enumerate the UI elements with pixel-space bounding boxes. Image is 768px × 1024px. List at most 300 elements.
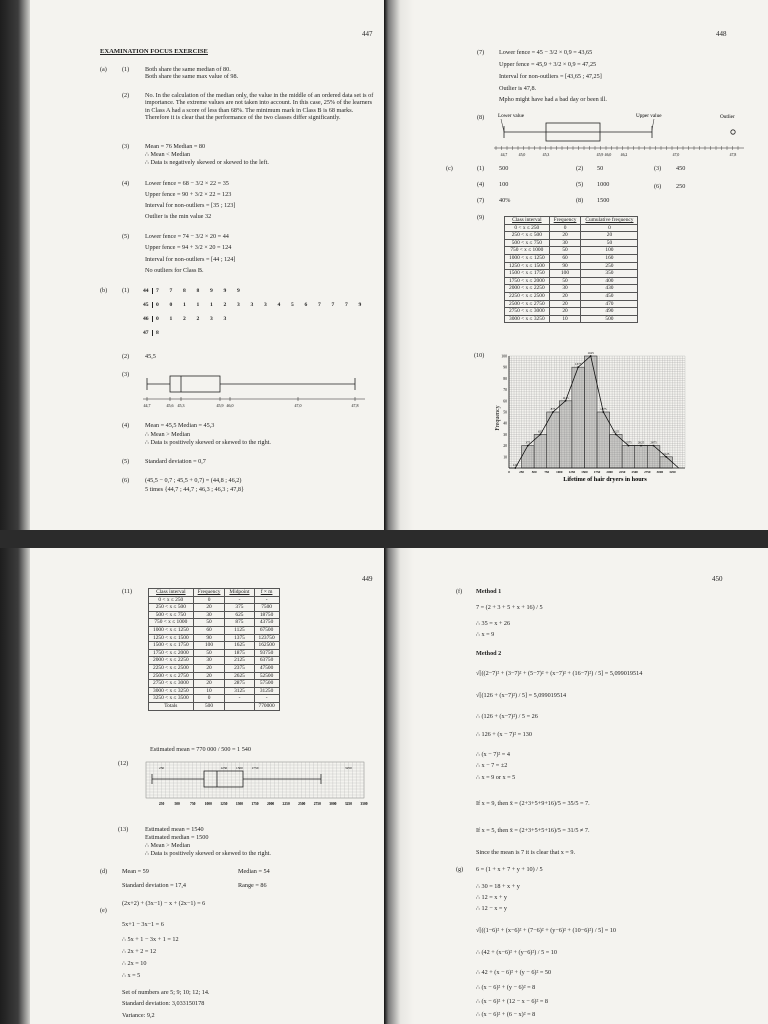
x-tick-label: 750 — [544, 470, 550, 474]
box-point-label: 3250 — [345, 766, 352, 770]
x-tick-label: 3500 — [360, 802, 368, 806]
table-cell: 470 — [581, 300, 638, 308]
answer-line: ∴ Data is positively skewed or skewed to the right. — [145, 850, 271, 857]
table-cell: 30 — [193, 611, 225, 619]
tick-label: 44,7 — [143, 403, 151, 408]
item-label: (13) — [118, 826, 129, 833]
table-cell: 50 — [549, 277, 581, 285]
table-cell: 2875 — [225, 680, 254, 688]
table-cell: 3000 < x ≤ 3250 — [505, 315, 550, 323]
polygon-point — [527, 445, 529, 447]
table-cell: 450 — [581, 292, 638, 300]
table-cell: 0 — [549, 224, 581, 232]
table-cell: 20 — [193, 680, 225, 688]
leaf-value: 1 — [183, 302, 186, 308]
box-and-whisker-plot — [143, 368, 373, 408]
item-label: (3) — [122, 371, 130, 378]
leaf-value: 7 — [156, 288, 159, 294]
item-label: (3) — [654, 165, 662, 172]
item-label: (4) — [477, 181, 485, 188]
table-cell: 2125 — [225, 657, 254, 665]
table-row — [505, 285, 638, 293]
stem-value: 45 — [143, 302, 153, 308]
table-row — [505, 224, 638, 232]
answer-line: Outlier is the min value 32 — [145, 213, 212, 220]
y-tick-label: 60 — [503, 399, 507, 404]
answer-line: 5 times {44,7 ; 44,7 ; 46,3 ; 46,3 ; 47,8} — [145, 486, 244, 493]
histogram-bar — [647, 446, 660, 468]
table-cell: 93750 — [254, 649, 279, 657]
answer-line: Mean = 76 Median = 80 — [145, 143, 206, 150]
item-label: (3) — [122, 143, 130, 150]
polygon-point — [552, 411, 554, 413]
leaf-value: 6 — [304, 302, 308, 308]
table-cell: 47500 — [254, 664, 279, 672]
x-tick-label: 3000 — [656, 470, 664, 474]
table-row — [505, 315, 638, 323]
table-row — [149, 695, 280, 703]
point-label: 1625 — [587, 351, 594, 355]
leaf-value: 1 — [169, 316, 173, 322]
leaf-value: 4 — [277, 302, 281, 308]
answer-line: Median = 54 — [238, 868, 270, 875]
working-line: ∴ (42 + (x−6)² + (y−6)²) / 5 = 10 — [476, 949, 557, 956]
answer-value: 1500 — [597, 197, 610, 204]
table-cell: 162500 — [254, 642, 279, 650]
table-cell: 250 — [581, 262, 638, 270]
table-cell: 2250 < x ≤ 2500 — [149, 664, 194, 672]
polygon-point — [565, 400, 567, 402]
y-tick-label: 40 — [503, 421, 507, 426]
table-row — [149, 626, 280, 634]
table-row — [505, 247, 638, 255]
x-tick-label: 2500 — [631, 470, 638, 474]
table-cell: 67500 — [254, 626, 279, 634]
answer-line: ∴ Mean > Median — [145, 842, 191, 849]
item-label: (8) — [477, 114, 485, 121]
x-tick-label: 1000 — [204, 802, 212, 806]
leaf-value: 3 — [250, 302, 254, 308]
box-point-label: 1750 — [251, 766, 259, 770]
table-row — [149, 611, 280, 619]
leaf-value: 3 — [210, 316, 213, 322]
stem-and-leaf-plot — [143, 288, 373, 346]
table-cell: 43750 — [254, 619, 279, 627]
table-row — [149, 619, 280, 627]
point-label: 2375 — [625, 440, 632, 445]
item-label: (2) — [122, 353, 130, 360]
histogram-bar — [572, 367, 585, 468]
table-row — [505, 277, 638, 285]
table-cell: 2500 < x ≤ 2750 — [505, 300, 550, 308]
leaf-value: 7 — [331, 302, 335, 308]
table-cell: 1250 < x ≤ 1500 — [505, 262, 550, 270]
box-point-label: 1250 — [220, 766, 228, 770]
table-cell: 20 — [581, 232, 638, 240]
leaf-value: 7 — [318, 302, 321, 308]
point-label: 125 — [512, 463, 518, 467]
answer-line: (45,5 − 0,7 ; 45,5 + 0,7) = (44,8 ; 46,2) — [145, 477, 242, 484]
working-line: √[(126 + (x−7)²) / 5] = 5,099019514 — [476, 692, 567, 699]
page-binding-shadow — [384, 0, 414, 530]
item-label: (2) — [576, 165, 584, 172]
table-row — [149, 634, 280, 642]
answer-value: 40% — [499, 197, 511, 204]
polygon-point — [640, 445, 642, 447]
y-tick-label: 50 — [503, 410, 507, 415]
page-number: 449 — [362, 575, 373, 583]
working-line: ∴ 12 = x + y — [476, 894, 508, 901]
table-row — [505, 292, 638, 300]
table-row — [149, 649, 280, 657]
point-label: 1375 — [574, 362, 582, 367]
table-cell: 1000 < x ≤ 1250 — [149, 626, 194, 634]
y-axis-label: Frequency — [495, 405, 501, 431]
y-tick-label: 70 — [503, 388, 507, 393]
answer-value: 50 — [597, 165, 604, 172]
box-and-whisker-plot-with-outlier — [494, 110, 754, 160]
x-tick-label: 1250 — [220, 802, 228, 806]
table-cell: 1500 < x ≤ 1750 — [149, 642, 194, 650]
histogram-bar — [584, 356, 597, 468]
answer-line: Interval for non-outliers = [43,65 ; 47,25] — [499, 73, 602, 80]
tick-label: 47,0 — [672, 153, 680, 157]
leaf-value: 7 — [169, 288, 173, 294]
item-label: (7) — [477, 49, 485, 56]
leaf-value: 5 — [291, 302, 294, 308]
item-label: (f) — [456, 588, 463, 595]
table-cell: 2375 — [225, 664, 254, 672]
answer-line: ∴ Data is negatively skewed or skewed to the left. — [145, 159, 269, 166]
table-row — [505, 270, 638, 278]
tick-label: 45,0 — [518, 153, 526, 157]
table-cell: 250 < x ≤ 500 — [505, 232, 550, 240]
answer-line: Mean = 45,5 Median = 45,3 — [145, 422, 215, 429]
table-cell: 500 < x ≤ 750 — [505, 239, 550, 247]
x-tick-label: 250 — [519, 470, 524, 474]
table-cell: 2750 < x ≤ 3000 — [149, 680, 194, 688]
table-cell: 50 — [193, 649, 225, 657]
item-label: (1) — [477, 165, 485, 172]
stem-value: 46 — [143, 316, 153, 322]
table-cell: 770000 — [254, 702, 279, 710]
leaf-value: 2 — [196, 316, 200, 322]
working-line: (2x+2) + (3x−1) − x + (2x−1) = 6 — [122, 900, 206, 907]
point-label: 1125 — [562, 395, 569, 400]
working-line: ∴ 2x = 10 — [122, 960, 147, 967]
point-label: 2125 — [612, 429, 620, 434]
answer-line: Estimated mean = 1540 — [145, 826, 204, 833]
table-cell: 20 — [549, 308, 581, 316]
column-header: Frequency — [549, 217, 581, 225]
table-cell: 2625 — [225, 672, 254, 680]
item-label: (1) — [122, 66, 130, 73]
x-tick-label: 250 — [158, 802, 165, 806]
table-cell: 400 — [581, 277, 638, 285]
outlier-marker — [731, 130, 735, 134]
answer-line: Range = 86 — [238, 882, 267, 889]
column-header: Class interval — [505, 217, 550, 225]
table-cell: 0 — [581, 224, 638, 232]
working-line: ∴ x = 9 or x = 5 — [476, 774, 516, 781]
answer-line: Upper fence = 94 + 3/2 × 20 = 124 — [145, 244, 232, 251]
leaf-value: 9 — [223, 288, 227, 294]
working-line: ∴ (x − 6)² + (6 − x)² = 8 — [476, 1011, 536, 1018]
table-cell: 123750 — [254, 634, 279, 642]
table-cell: 0 < x ≤ 250 — [149, 596, 194, 604]
tick-label: 45,9 — [216, 403, 224, 408]
answer-line: ∴ Mean > Median — [145, 431, 191, 438]
table-row — [505, 232, 638, 240]
answer-line: Standard deviation = 17,4 — [122, 882, 186, 889]
y-tick-label: 100 — [501, 354, 507, 359]
leaf-value: 9 — [358, 302, 362, 308]
table-cell: 500 — [193, 702, 225, 710]
answer-value: 1000 — [597, 181, 610, 188]
box-point-label: 1500 — [236, 766, 243, 770]
leaf-value: 0 — [156, 316, 159, 322]
x-tick-label: 0 — [508, 470, 510, 474]
item-label: (9) — [477, 214, 485, 221]
cumulative-frequency-table — [504, 216, 638, 323]
answer-line: Mean = 59 — [122, 868, 149, 875]
table-cell: 10 — [193, 687, 225, 695]
leaf-value: 2 — [223, 302, 227, 308]
leaf-value: 3 — [237, 302, 240, 308]
answer-line: Interval for non-outliers = [44 ; 124] — [145, 256, 236, 263]
table-cell: 1625 — [225, 642, 254, 650]
leaf-value: 3 — [223, 316, 227, 322]
point-label: 375 — [525, 440, 531, 445]
table-cell — [225, 702, 254, 710]
tick-label: 46,0 — [226, 403, 234, 408]
x-tick-label: 2750 — [644, 470, 651, 474]
working-line: 5x+1 − 3x−1 = 6 — [122, 921, 164, 928]
tick-label: 47,8 — [729, 153, 737, 157]
table-cell: 1750 < x ≤ 2000 — [149, 649, 194, 657]
table-row — [149, 687, 280, 695]
table-cell: 20 — [193, 604, 225, 612]
item-label: (8) — [576, 197, 584, 204]
x-tick-label: 3000 — [329, 802, 337, 806]
table-cell: 625 — [225, 611, 254, 619]
item-label: (5) — [122, 233, 130, 240]
item-label: (a) — [100, 66, 107, 73]
x-tick-label: 1250 — [568, 470, 576, 474]
table-row — [505, 262, 638, 270]
table-cell: - — [225, 596, 254, 604]
polygon-point — [577, 366, 579, 368]
leaf-value: 2 — [183, 316, 186, 322]
item-label: (2) — [122, 92, 130, 99]
tick-label: 45,3 — [177, 403, 185, 408]
x-tick-label: 2500 — [298, 802, 306, 806]
table-cell: 60 — [549, 254, 581, 262]
answer-line: Lower fence = 74 − 3/2 × 20 = 44 — [145, 233, 229, 240]
working-line: ∴ x = 9 — [476, 631, 495, 638]
answer-line: Upper fence = 90 + 3/2 × 22 = 123 — [145, 191, 232, 198]
table-cell: 31250 — [254, 687, 279, 695]
leaf-value: 1 — [210, 302, 213, 308]
item-label: (6) — [122, 477, 130, 484]
working-line: ∴ (x − 7)² = 4 — [476, 751, 510, 758]
working-line: √[((1−6)² + (x−6)² + (7−6)² + (y−6)² + (10−6)²) / 5] = 10 — [476, 927, 617, 934]
working-line: If x = 9, then x̄ = (2+3+5+9+16)/5 = 35/5 = 7. — [476, 800, 590, 807]
table-cell: - — [254, 596, 279, 604]
table-cell: 2250 < x ≤ 2500 — [505, 292, 550, 300]
table-cell: - — [225, 695, 254, 703]
y-tick-label: 20 — [503, 444, 507, 449]
leaf-value: 8 — [156, 330, 159, 336]
page-binding-shadow — [0, 0, 30, 530]
answer-line: 45,5 — [145, 353, 156, 360]
table-cell: 30 — [549, 239, 581, 247]
table-cell: 160 — [581, 254, 638, 262]
polygon-point — [540, 434, 542, 436]
working-line: ∴ 2x + 2 = 12 — [122, 948, 157, 955]
table-cell: 2000 < x ≤ 2250 — [149, 657, 194, 665]
item-label: (11) — [122, 588, 133, 595]
polygon-point — [615, 434, 617, 436]
table-cell: 1375 — [225, 634, 254, 642]
tick-label: 47,0 — [294, 403, 302, 408]
page-450 — [384, 548, 768, 1024]
item-label: (12) — [118, 760, 129, 767]
point-label: 3125 — [662, 451, 670, 456]
table-row — [505, 308, 638, 316]
table-cell: 3250 < x ≤ 3500 — [149, 695, 194, 703]
point-label: 625 — [538, 429, 543, 434]
item-label: (5) — [122, 458, 130, 465]
page-449 — [0, 548, 384, 1024]
table-cell: 100 — [581, 247, 638, 255]
working-line: Variance: 9,2 — [122, 1012, 155, 1019]
point-label: 1875 — [600, 407, 607, 411]
histogram-bar — [610, 434, 623, 468]
working-line: ∴ x − 7 = ±2 — [476, 762, 508, 769]
x-tick-label: 2250 — [282, 802, 290, 806]
answer-line: Estimated median = 1500 — [145, 834, 209, 841]
item-label: (1) — [122, 287, 130, 294]
table-cell: 90 — [193, 634, 225, 642]
table-cell: 100 — [193, 642, 225, 650]
table-cell: 2750 < x ≤ 3000 — [505, 308, 550, 316]
page-number: 450 — [712, 575, 723, 583]
table-cell: 1125 — [225, 626, 254, 634]
upper-value-label: Upper value — [636, 113, 662, 119]
table-cell: 0 < x ≤ 250 — [505, 224, 550, 232]
table-cell: 1250 < x ≤ 1500 — [149, 634, 194, 642]
working-line: If x = 5, then x̄ = (2+3+5+5+16)/5 = 31/5 ≠ 7. — [476, 827, 590, 834]
working-line: 6 = (1 + x + 7 + y + 10) / 5 — [476, 866, 543, 873]
table-cell: 50 — [549, 247, 581, 255]
table-cell: 2000 < x ≤ 2250 — [505, 285, 550, 293]
table-row — [505, 254, 638, 262]
table-cell: 18750 — [254, 611, 279, 619]
table-cell: 1875 — [225, 649, 254, 657]
page-binding-shadow — [384, 548, 414, 1024]
y-tick-label: 90 — [503, 365, 507, 370]
table-cell: 1000 < x ≤ 1250 — [505, 254, 550, 262]
item-label: (4) — [122, 180, 130, 187]
table-cell: 7500 — [254, 604, 279, 612]
working-line: Since the mean is 7 it is clear that x = 9. — [476, 849, 576, 856]
table-cell: 2500 < x ≤ 2750 — [149, 672, 194, 680]
outlier-label: Outlier — [720, 114, 735, 120]
table-row — [149, 680, 280, 688]
answer-line: Both share the same max value of 98. — [145, 73, 239, 80]
stem-value: 44 — [143, 288, 153, 294]
polygon-point — [653, 445, 655, 447]
column-header: Cumulative frequency — [581, 217, 638, 225]
table-row — [149, 702, 280, 710]
table-cell: 50 — [193, 619, 225, 627]
leaf-value: 8 — [183, 288, 186, 294]
x-axis-label: Lifetime of hair dryers in hours — [563, 476, 647, 483]
tick-label: 47,8 — [351, 403, 359, 408]
answer-line: ∴ Data is positively skewed or skewed to the right. — [145, 439, 271, 446]
table-row — [149, 642, 280, 650]
table-cell: 20 — [549, 292, 581, 300]
working-line: √[((2−7)² + (3−7)² + (5−7)² + (x−7)² + (16−7)²) / 5] = 5,099019514 — [476, 670, 643, 677]
table-cell: 0 — [193, 695, 225, 703]
leaf-value: 8 — [196, 288, 200, 294]
y-tick-label: 30 — [503, 432, 507, 437]
x-tick-label: 1750 — [593, 470, 601, 474]
item-label: (c) — [446, 165, 453, 172]
x-tick-label: 3250 — [669, 470, 676, 474]
table-cell: 50 — [581, 239, 638, 247]
item-label: (b) — [100, 287, 108, 294]
x-tick-label: 1500 — [235, 802, 244, 806]
x-tick-label: 2000 — [606, 470, 613, 474]
working-line: ∴ x = 5 — [122, 972, 141, 979]
answer-line: Lower fence = 45 − 3/2 × 0,9 = 43,65 — [499, 49, 593, 56]
table-row — [149, 596, 280, 604]
answer-line: Outlier is 47,8. — [499, 85, 537, 92]
histogram-bar — [660, 457, 673, 468]
point-label: 875 — [550, 407, 556, 411]
answer-line: Lower fence = 68 − 3/2 × 22 = 35 — [145, 180, 229, 187]
leaf-value: 9 — [237, 288, 240, 294]
table-cell: 20 — [193, 664, 225, 672]
table-cell: 20 — [549, 232, 581, 240]
method-heading: Method 2 — [476, 650, 502, 657]
working-line: ∴ 35 = x + 26 — [476, 620, 511, 627]
polygon-point — [665, 456, 667, 458]
x-tick-label: 3250 — [344, 802, 353, 806]
table-cell: 20 — [193, 672, 225, 680]
table-cell: 90 — [549, 262, 581, 270]
x-tick-label: 2250 — [618, 470, 626, 474]
table-row — [505, 300, 638, 308]
table-cell: 490 — [581, 308, 638, 316]
tick-label: 45,6 — [166, 403, 174, 408]
tick-label: 45,3 — [542, 153, 550, 157]
leaf-value: 0 — [156, 302, 159, 308]
working-line: ∴ 30 = 18 + x + y — [476, 883, 520, 890]
table-row — [149, 672, 280, 680]
column-header: Frequency — [193, 589, 225, 597]
histogram-bar — [534, 434, 547, 468]
table-cell: 57500 — [254, 680, 279, 688]
item-label: (5) — [576, 181, 584, 188]
table-cell: 52500 — [254, 672, 279, 680]
working-line: ∴ 5x + 1 − 3x + 1 = 12 — [122, 936, 179, 943]
x-tick-label: 1000 — [556, 470, 563, 474]
table-row — [149, 604, 280, 612]
working-line: ∴ 12 − x = y — [476, 905, 508, 912]
